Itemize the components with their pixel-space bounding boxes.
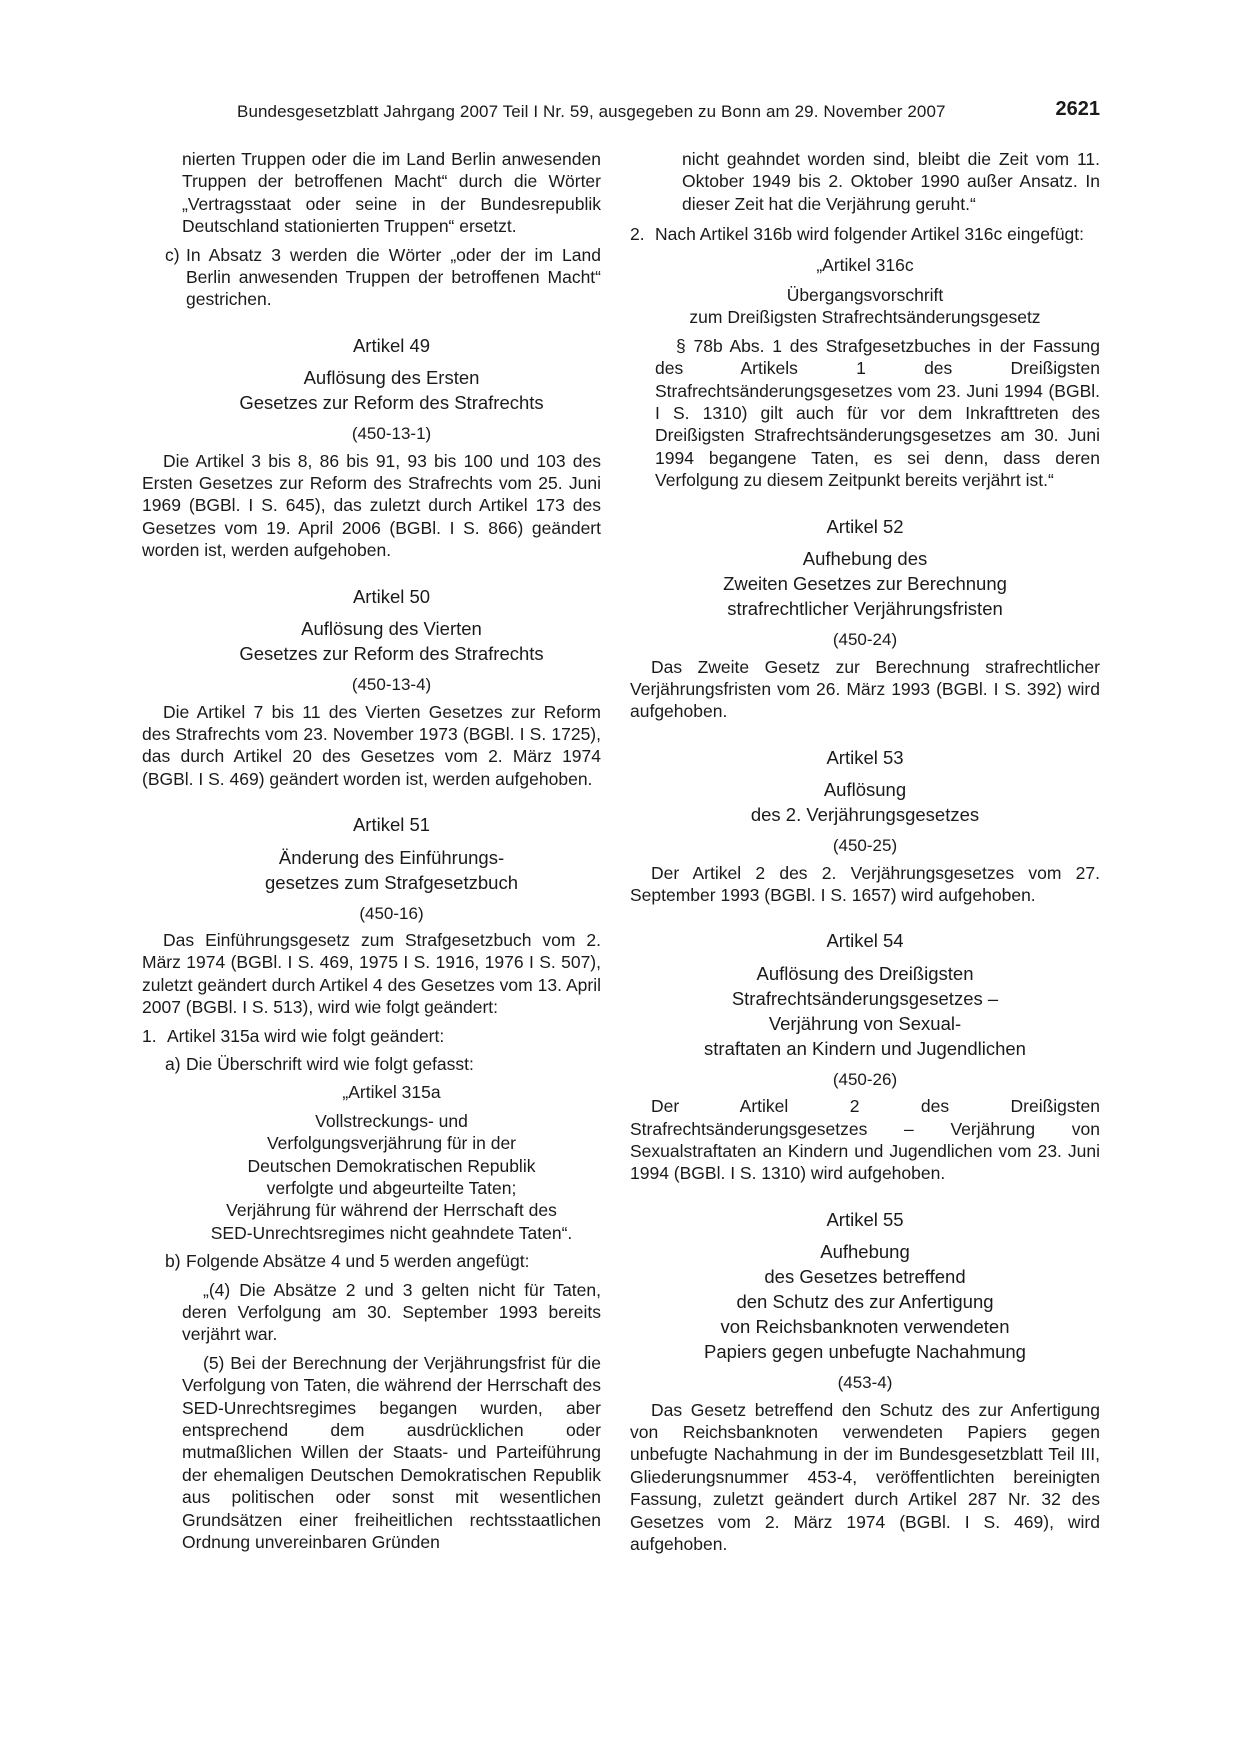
quoted-article-heading: „Artikel 316c bbox=[816, 254, 914, 275]
quoted-paragraph-5: (5) Bei der Berechnung der Verjährungsfrist für die Verfolgung von Taten, die während der Herrschaft des SED-Unrechtsregimes begangen wurden, aber entsprechend dem ausdrücklichen oder mutmaßlichen Willen der Staats- und Parteiführung der ehemaligen Deutschen Demokratischen Republik aus politischen oder sonst mit wesentlichen Grundsätzen einer freiheitlichen rechtsstaatlichen Ordnung unvereinbaren Gründen bbox=[182, 1352, 601, 1553]
article-heading: Artikel 54 bbox=[826, 930, 904, 952]
article-title bbox=[630, 546, 1100, 621]
item-text: Artikel 315a wird wie folgt geändert: bbox=[167, 1025, 445, 1046]
continuation-text: nicht geahndet worden sind, bleibt die Zeit vom 11. Oktober 1949 bis 2. Oktober 1990 außer Ansatz. In dieser Zeit hat die Verjährung geruht.“ bbox=[682, 149, 1100, 214]
item-marker: 2. bbox=[630, 224, 645, 245]
gliederungsnummer: (450-13-4) bbox=[351, 675, 432, 695]
title-line: Deutschen Demokratischen Republik bbox=[247, 1155, 536, 1176]
title-line: gesetzes zum Strafgesetzbuch bbox=[265, 871, 518, 893]
article-51 bbox=[142, 814, 601, 1553]
gliederungsnummer: (453-4) bbox=[837, 1373, 893, 1393]
title-line: den Schutz des zur Anfertigung bbox=[736, 1291, 994, 1313]
article-heading: Artikel 50 bbox=[352, 585, 431, 607]
item-text: Folgende Absätze 4 und 5 werden angefügt: bbox=[186, 1251, 530, 1272]
title-line: von Reichsbanknoten verwendeten bbox=[720, 1316, 1010, 1338]
list-item-c bbox=[165, 244, 601, 311]
title-line: Verfolgungsverjährung für in der bbox=[266, 1133, 517, 1154]
title-line: SED-Unrechtsregimes nicht geahndete Taten“. bbox=[210, 1222, 573, 1243]
title-line: Übergangsvorschrift bbox=[786, 285, 944, 306]
item-marker: b) bbox=[165, 1251, 181, 1272]
item-text: Die Überschrift wird wie folgt gefasst: bbox=[186, 1053, 474, 1074]
title-line: Auflösung des Vierten bbox=[301, 618, 482, 640]
page-header bbox=[237, 98, 1100, 126]
article-heading: Artikel 55 bbox=[826, 1208, 904, 1230]
title-line: zum Dreißigsten Strafrechtsänderungsgesetz bbox=[689, 307, 1041, 328]
right-column bbox=[630, 148, 1100, 1555]
title-line: Auflösung bbox=[823, 779, 907, 801]
quoted-paragraph-4: „(4) Die Absätze 2 und 3 gelten nicht für Taten, deren Verfolgung am 30. September 1993 bereits verjährt war. bbox=[182, 1279, 601, 1345]
title-line: Gesetzes zur Reform des Strafrechts bbox=[239, 392, 544, 414]
article-50 bbox=[142, 585, 601, 790]
article-text: Die Artikel 3 bis 8, 86 bis 91, 93 bis 100 und 103 des Ersten Gesetzes zur Reform des Strafrechts vom 25. Juni 1969 (BGBl. I S. 645), das zuletzt durch Artikel 173 des Gesetzes vom 19. April 2006 (BGBl. I S. 866) geändert worden ist, werden aufgehoben. bbox=[142, 450, 601, 561]
article-title bbox=[182, 845, 601, 895]
quoted-article-title bbox=[630, 284, 1100, 329]
continuation-text-content: nierten Truppen oder die im Land Berlin anwesenden Truppen der betroffenen Macht“ durch die Wörter „Vertragsstaat oder seine in der Bundesrepublik Deutschland stationierten Truppen“ ersetzt. bbox=[182, 149, 601, 237]
item-marker: a) bbox=[165, 1053, 181, 1074]
article-heading: Artikel 52 bbox=[826, 515, 904, 537]
title-line: Aufhebung bbox=[820, 1241, 910, 1263]
article-49 bbox=[142, 334, 601, 562]
article-title bbox=[182, 616, 601, 666]
article-heading: Artikel 49 bbox=[352, 334, 431, 356]
article-title bbox=[630, 961, 1100, 1061]
sub-item-b bbox=[165, 1250, 601, 1272]
title-line: Vollstreckungs- und bbox=[315, 1110, 468, 1131]
title-line: des 2. Verjährungsgesetzes bbox=[750, 804, 980, 826]
list-item-1 bbox=[142, 1025, 601, 1047]
left-column bbox=[142, 148, 601, 1554]
title-line: Zweiten Gesetzes zur Berechnung bbox=[723, 573, 1007, 595]
article-heading: Artikel 53 bbox=[826, 746, 904, 768]
gliederungsnummer: (450-13-1) bbox=[351, 424, 432, 444]
title-line: Papiers gegen unbefugte Nachahmung bbox=[704, 1341, 1026, 1363]
title-line: Verjährung von Sexual- bbox=[768, 1012, 962, 1034]
article-text: Das Gesetz betreffend den Schutz des zur Anfertigung von Reichsbanknoten verwendeten Papiers gegen unbefugte Nachahmung in der im Bundesgesetzblatt Teil III, Gliederungsnummer 453-4, veröffentlichten bereinigten Fassung, zuletzt geändert durch Artikel 287 Nr. 32 des Gesetzes vom 2. März 1974 (BGBl. I S. 469), wird aufgehoben. bbox=[630, 1399, 1100, 1555]
item-text: Nach Artikel 316b wird folgender Artikel 316c eingefügt: bbox=[655, 224, 1085, 245]
title-line: des Gesetzes betreffend bbox=[764, 1266, 966, 1288]
gliederungsnummer: (450-24) bbox=[832, 630, 898, 650]
sub-item-a bbox=[165, 1053, 601, 1075]
gliederungsnummer: (450-26) bbox=[832, 1069, 898, 1089]
article-54 bbox=[630, 930, 1100, 1184]
title-line: Strafrechtsänderungsgesetzes – bbox=[731, 987, 999, 1009]
title-line: Aufhebung des bbox=[802, 548, 928, 570]
title-line: Verjährung für während der Herrschaft des bbox=[226, 1200, 557, 1221]
title-line: verfolgte und abgeurteilte Taten; bbox=[266, 1178, 517, 1198]
quoted-article-heading: „Artikel 315a bbox=[342, 1082, 441, 1103]
item-marker: c) bbox=[165, 244, 180, 265]
article-text: Das Einführungsgesetz zum Strafgesetzbuch vom 2. März 1974 (BGBl. I S. 469, 1975 I S. 1916, 1976 I S. 507), zuletzt geändert durch Artikel 4 des Gesetzes vom 13. April 2007 (BGBl. I S. 513), wird wie folgt geändert: bbox=[142, 929, 601, 1018]
gliederungsnummer: (450-25) bbox=[832, 836, 898, 856]
title-line: Gesetzes zur Reform des Strafrechts bbox=[239, 643, 544, 665]
title-line: Auflösung des Dreißigsten bbox=[756, 962, 974, 984]
list-item-2 bbox=[630, 223, 1100, 245]
running-title: Bundesgesetzblatt Jahrgang 2007 Teil I Nr. 59, ausgegeben zu Bonn am 29. November 2007 bbox=[237, 102, 946, 121]
page-number: 2621 bbox=[1055, 98, 1100, 120]
item-marker: 1. bbox=[142, 1025, 157, 1046]
article-title bbox=[630, 777, 1100, 827]
article-53 bbox=[630, 747, 1100, 907]
article-heading: Artikel 51 bbox=[352, 814, 431, 836]
gliederungsnummer: (450-16) bbox=[359, 903, 424, 923]
item-text: In Absatz 3 werden die Wörter „oder der im Land Berlin anwesenden Truppen der betroffenen Macht“ gestrichen. bbox=[186, 244, 601, 310]
continuation-text bbox=[182, 148, 601, 238]
quoted-article-title bbox=[182, 1110, 601, 1244]
article-title bbox=[630, 1239, 1100, 1364]
article-title bbox=[182, 365, 601, 415]
article-55 bbox=[630, 1209, 1100, 1556]
sub-item-c bbox=[165, 244, 601, 311]
article-text: Die Artikel 7 bis 11 des Vierten Gesetzes zur Reform des Strafrechts vom 23. November 1973 (BGBl. I S. 1725), das durch Artikel 20 des Gesetzes vom 2. März 1974 (BGBl. I S. 469) geändert worden ist, werden aufgehoben. bbox=[142, 701, 601, 789]
title-line: Auflösung des Ersten bbox=[303, 367, 480, 389]
title-line: strafrechtlicher Verjährungsfristen bbox=[727, 598, 1003, 620]
title-line: Änderung des Einführungs- bbox=[278, 846, 505, 868]
article-text: Der Artikel 2 des 2. Verjährungsgesetzes vom 27. September 1993 (BGBl. I S. 1657) wird aufgehoben. bbox=[630, 862, 1100, 905]
article-52 bbox=[630, 516, 1100, 723]
title-line: straftaten an Kindern und Jugendlichen bbox=[704, 1037, 1026, 1059]
quoted-text: § 78b Abs. 1 des Strafgesetzbuches in der Fassung des Artikels 1 des Dreißigsten Strafrechtsänderungsgesetzes vom 23. Juni 1994 (BGBl. I S. 1310) gilt auch für vor dem Inkrafttreten des Dreißigsten Strafrechtsänderungsgesetzes am 30. Juni 1994 begangene Taten, es sei denn, dass deren Verfolgung zu diesem Zeitpunkt bereits verjährt ist.“ bbox=[655, 335, 1100, 491]
article-text: Das Zweite Gesetz zur Berechnung strafrechtlicher Verjährungsfristen vom 26. März 1993 (BGBl. I S. 392) wird aufgehoben. bbox=[630, 656, 1100, 722]
article-text: Der Artikel 2 des Dreißigsten Strafrechtsänderungsgesetzes – Verjährung von Sexualstraftaten an Kindern und Jugendlichen vom 23. Juni 1994 (BGBl. I S. 1310) wird aufgehoben. bbox=[630, 1096, 1100, 1184]
